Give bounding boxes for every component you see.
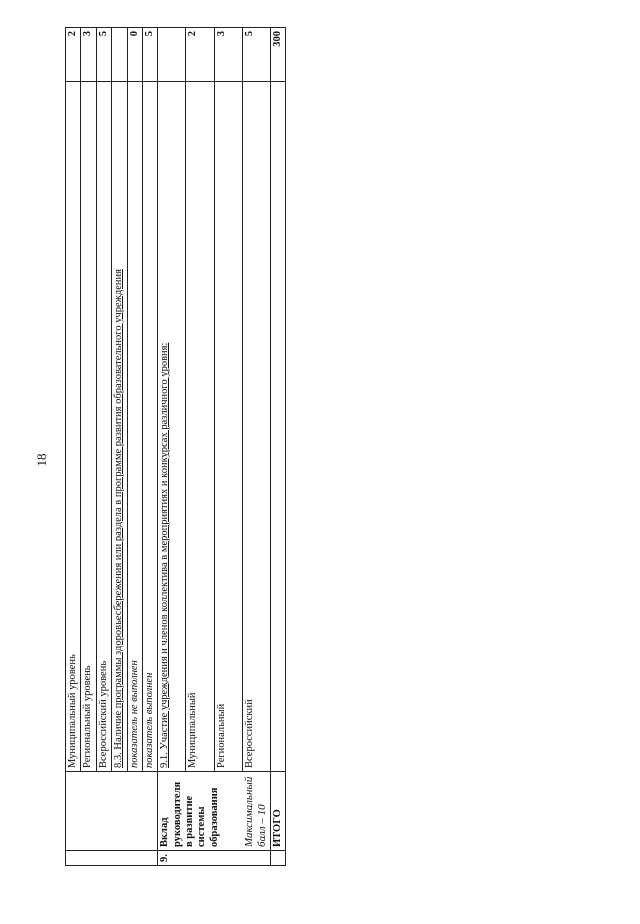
table-row bbox=[142, 28, 157, 866]
table-row bbox=[81, 28, 96, 866]
table-row bbox=[242, 28, 270, 866]
total-number-cell bbox=[271, 851, 286, 866]
table-row bbox=[158, 28, 186, 866]
table-row bbox=[112, 28, 127, 866]
score-cell: 5 bbox=[96, 28, 111, 82]
score-cell: 2 bbox=[66, 28, 81, 82]
score-cell: 2 bbox=[186, 28, 214, 82]
total-indicator-cell bbox=[271, 82, 286, 772]
score-cell bbox=[112, 28, 127, 82]
score-cell: 3 bbox=[214, 28, 242, 82]
indicator-cell: Муниципальный bbox=[186, 82, 214, 772]
criterion-cell bbox=[158, 772, 271, 851]
total-label: ИТОГО bbox=[271, 772, 286, 851]
score-cell: 3 bbox=[81, 28, 96, 82]
table-row bbox=[127, 28, 142, 866]
score-cell: 5 bbox=[142, 28, 157, 82]
indicator-cell: Всероссийский уровень bbox=[96, 82, 111, 772]
score-cell: 5 bbox=[242, 28, 270, 82]
table-row bbox=[96, 28, 111, 866]
indicator-cell: Региональный bbox=[214, 82, 242, 772]
indicator-cell: 9.1. Участие учреждения и членов коллектива в мероприятиях и конкурсах различного уровня: bbox=[158, 82, 186, 772]
indicator-cell: показатель не выполнен bbox=[127, 82, 142, 772]
criterion-number: 9. bbox=[158, 851, 271, 866]
criterion-title: Вклад руководителя в развитие системы образования bbox=[159, 781, 220, 847]
total-score: 300 bbox=[271, 28, 286, 82]
table-row bbox=[214, 28, 242, 866]
indicator-cell: Всероссийский bbox=[242, 82, 270, 772]
indicator-cell: Муниципальный уровень bbox=[66, 82, 81, 772]
table-row bbox=[186, 28, 214, 866]
criteria-table bbox=[65, 27, 286, 866]
criterion-max-score: Максимальный балл – 10 bbox=[243, 776, 269, 847]
number-cell-empty bbox=[66, 851, 158, 866]
rotated-table-container bbox=[65, 28, 284, 866]
score-cell: 0 bbox=[127, 28, 142, 82]
indicator-cell: 8.3. Наличие программы здоровьесбережения или раздела в программе развития образовательного учреждения bbox=[112, 82, 127, 772]
total-row bbox=[271, 28, 286, 866]
indicator-cell: Региональный уровень bbox=[81, 82, 96, 772]
table-row bbox=[66, 28, 81, 866]
criterion-cell-empty bbox=[66, 772, 158, 851]
indicator-cell: показатель выполнен bbox=[142, 82, 157, 772]
page-number: 18 bbox=[34, 453, 49, 467]
score-cell bbox=[158, 28, 186, 82]
